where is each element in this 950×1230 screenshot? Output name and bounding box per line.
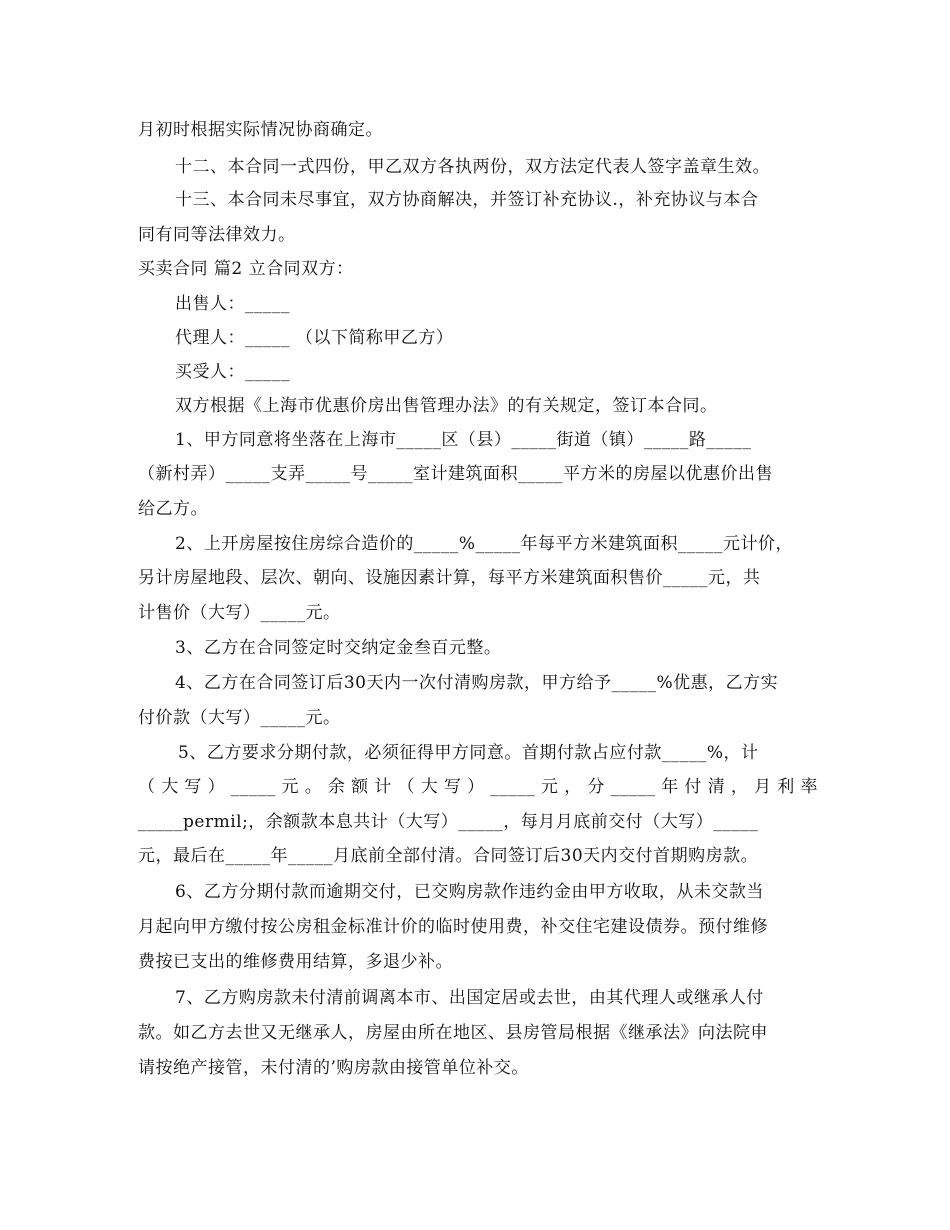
clause-7: 7、乙方购房款未付清前调离本市、出国定居或去世，由其代理人或继承人付 — [175, 988, 764, 1008]
clause-4: 4、乙方在合同签订后30天内一次付清购房款，甲方给予_____%优惠，乙方实 — [175, 673, 779, 693]
text-line: （新村弄）_____支弄_____号_____室计建筑面积_____平方米的房屋以优惠价出售 — [138, 464, 773, 484]
agent-line: 代理人：_____ （以下简称甲乙方） — [175, 328, 454, 348]
buyer-line: 买受人：_____ — [175, 362, 290, 382]
clause-5: 5、乙方要求分期付款，必须征得甲方同意。首期付款占应付款_____%，计 — [178, 743, 759, 763]
text-line: 请按绝产接管，未付清的’购房款由接管单位补交。 — [138, 1058, 529, 1078]
seller-line: 出售人：_____ — [175, 294, 290, 314]
text-line: 另计房屋地段、层次、朝向、设施因素计算，每平方米建筑面积售价_____元，共 — [138, 568, 761, 588]
clause-12: 十二、本合同一式四份，甲乙双方各执两份，双方法定代表人签字盖章生效。 — [175, 157, 770, 177]
clause-6: 6、乙方分期付款而逾期交付，已交购房款作违约金由甲方收取，从未交款当 — [175, 882, 764, 902]
clause-1: 1、甲方同意将坐落在上海市_____区（县）_____街道（镇）_____路_____ — [175, 430, 752, 450]
clause-2: 2、上开房屋按住房综合造价的_____%_____年每平方米建筑面积_____元计价， — [175, 534, 793, 554]
text-line: （大写）_____元。余额计（大写）_____元，分_____年付清，月利率 — [138, 777, 818, 797]
text-line: 月初时根据实际情况协商确定。 — [138, 120, 383, 140]
text-line: 付价款（大写）_____元。 — [138, 708, 341, 728]
text-line: 款。如乙方去世又无继承人，房屋由所在地区、县房管局根据《继承法》向法院申 — [138, 1023, 768, 1043]
text-line: 给乙方。 — [138, 499, 208, 519]
clause-3: 3、乙方在合同签定时交纳定金叁百元整。 — [175, 638, 502, 658]
text-line: 费按已支出的维修费用结算，多退少补。 — [138, 952, 453, 972]
text-line: 同有同等法律效力。 — [138, 225, 296, 245]
text-line: 元，最后在_____年_____月底前全部付清。合同签订后30天内交付首期购房款。 — [138, 846, 759, 866]
clause-13: 十三、本合同未尽事宜，双方协商解决，并签订补充协议.，补充协议与本合 — [175, 190, 759, 210]
text-line: 月起向甲方缴付按公房租金标准计价的临时使用费，补交住宅建设债券。预付维修 — [138, 917, 768, 937]
text-line: _____permil;，余额款本息共计（大写）_____，每月月底前交付（大写）_____ — [138, 812, 759, 832]
section-heading: 买卖合同 篇2 立合同双方： — [138, 259, 354, 279]
text-line: 计售价（大写）_____元。 — [138, 603, 341, 623]
preamble-line: 双方根据《上海市优惠价房出售管理办法》的有关规定，签订本合同。 — [175, 396, 718, 416]
